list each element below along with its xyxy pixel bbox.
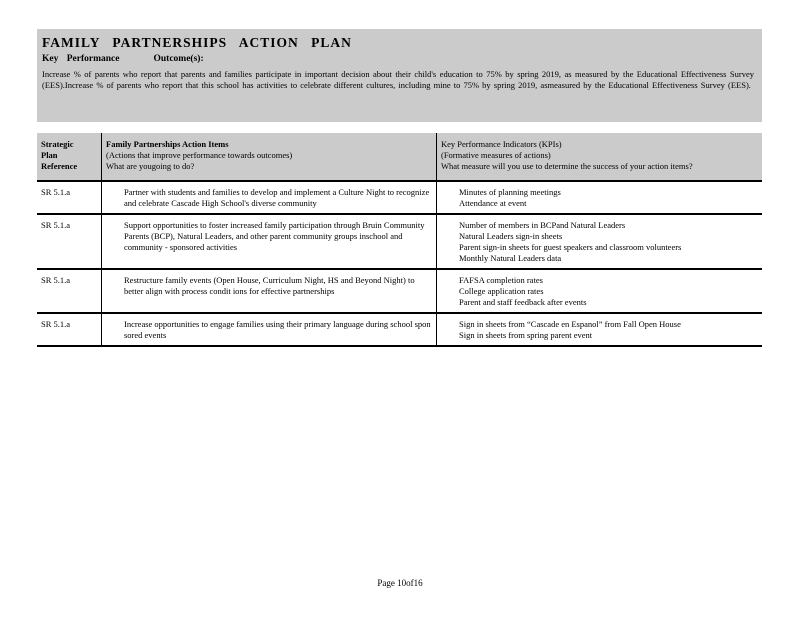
header-kpi-title: Key Performance Indicators (KPIs) — [441, 139, 562, 149]
kpi-text: FAFSA completion rates — [459, 275, 543, 285]
list-item — [106, 319, 432, 341]
row-action-item — [102, 313, 437, 346]
kpi-text: Attendance at event — [459, 198, 527, 208]
header-ref-line2: Plan — [41, 150, 58, 160]
list-item — [441, 275, 758, 286]
kpi-list — [441, 319, 758, 341]
list-item — [441, 220, 758, 231]
row-kpis — [437, 214, 763, 269]
key-performance-outcomes-label — [42, 54, 754, 64]
kpi-text: College application rates — [459, 286, 544, 296]
kpi-text: Sign in sheets from “Cascade en Espanol” from Fall Open House — [459, 319, 681, 329]
header-kpi-sub2: What measure will you use to determine the success of your action items? — [441, 161, 693, 171]
action-list — [106, 187, 432, 209]
action-text: Increase opportunities to engage families using their primary language during school spon sored events — [124, 319, 431, 340]
action-plan-table — [37, 133, 762, 347]
list-item — [106, 220, 432, 253]
header-items-title: Family Partnerships Action Items — [106, 139, 229, 149]
kpi-list — [441, 187, 758, 209]
header-items-sub2: What are yougoing to do? — [106, 161, 195, 171]
row-reference: SR 5.1.a — [37, 214, 102, 269]
kpi-text: Monthly Natural Leaders data — [459, 253, 562, 263]
table-body — [37, 181, 762, 346]
header-items-sub1: (Actions that improve performance towards outcomes) — [106, 150, 293, 160]
page-title: FAMILY PARTNERSHIPS ACTION PLAN — [42, 35, 352, 50]
list-item — [106, 187, 432, 209]
header-ref-line3: Reference — [41, 161, 78, 171]
kpi-text: Parent sign-in sheets for guest speakers and classroom volunteers — [459, 242, 682, 252]
list-item — [441, 231, 758, 242]
header-panel — [37, 29, 762, 122]
outcomes-text: Increase % of parents who report that parents and families participate in important decision about their child's education to 75% by spring 2019, as measured by the Educational Effectiveness Survey (EES).Increase % of parents who report that this school has activities to celebrate different cultures, including mine to 75% by spring 2019, asmeasured by the Educational Effectiveness Survey (EES). — [42, 69, 754, 90]
action-text: Support opportunities to foster increased family participation through Bruin Community Parents (BCP), Natural Leaders, and other parent community groups inschool and community - sponsored activities — [124, 220, 425, 252]
row-reference: SR 5.1.a — [37, 313, 102, 346]
action-list — [106, 319, 432, 341]
action-list — [106, 275, 432, 297]
row-action-item — [102, 269, 437, 313]
kpi-text: Sign in sheets from spring parent event — [459, 330, 593, 340]
row-reference: SR 5.1.a — [37, 269, 102, 313]
kpi-list — [441, 220, 758, 264]
list-item — [441, 286, 758, 297]
kpi-text: Minutes of planning meetings — [459, 187, 561, 197]
kpo-label-1: Key Performance — [42, 54, 120, 64]
row-action-item — [102, 181, 437, 214]
table-row — [37, 269, 762, 313]
header-kpi-sub1: (Formative measures of actions) — [441, 150, 551, 160]
table-row — [37, 313, 762, 346]
kpi-text: Parent and staff feedback after events — [459, 297, 587, 307]
row-action-item — [102, 214, 437, 269]
list-item — [441, 198, 758, 209]
header-action-items — [102, 133, 437, 181]
list-item — [441, 297, 758, 308]
list-item — [106, 275, 432, 297]
kpo-label-2: Outcome(s): — [153, 54, 204, 64]
header-ref-line1: Strategic — [41, 139, 74, 149]
header-kpis — [437, 133, 763, 181]
row-kpis — [437, 269, 763, 313]
list-item — [441, 253, 758, 264]
kpi-text: Number of members in BCPand Natural Leaders — [459, 220, 626, 230]
table-row — [37, 181, 762, 214]
list-item — [441, 187, 758, 198]
list-item — [441, 330, 758, 341]
row-kpis — [437, 313, 763, 346]
list-item — [441, 319, 758, 330]
action-list — [106, 220, 432, 253]
row-kpis — [437, 181, 763, 214]
action-text: Partner with students and families to develop and implement a Culture Night to recognize and celebrate Cascade High School's diverse community — [124, 187, 430, 208]
table-row — [37, 214, 762, 269]
row-reference: SR 5.1.a — [37, 181, 102, 214]
table-header-row — [37, 133, 762, 181]
list-item — [441, 242, 758, 253]
kpi-list — [441, 275, 758, 308]
kpi-text: Natural Leaders sign-in sheets — [459, 231, 563, 241]
page-number: Page 10of16 — [377, 578, 423, 588]
action-text: Restructure family events (Open House, Curriculum Night, HS and Beyond Night) to better align with process condit ions for effective partnerships — [124, 275, 415, 296]
header-strategic-plan-reference — [37, 133, 102, 181]
